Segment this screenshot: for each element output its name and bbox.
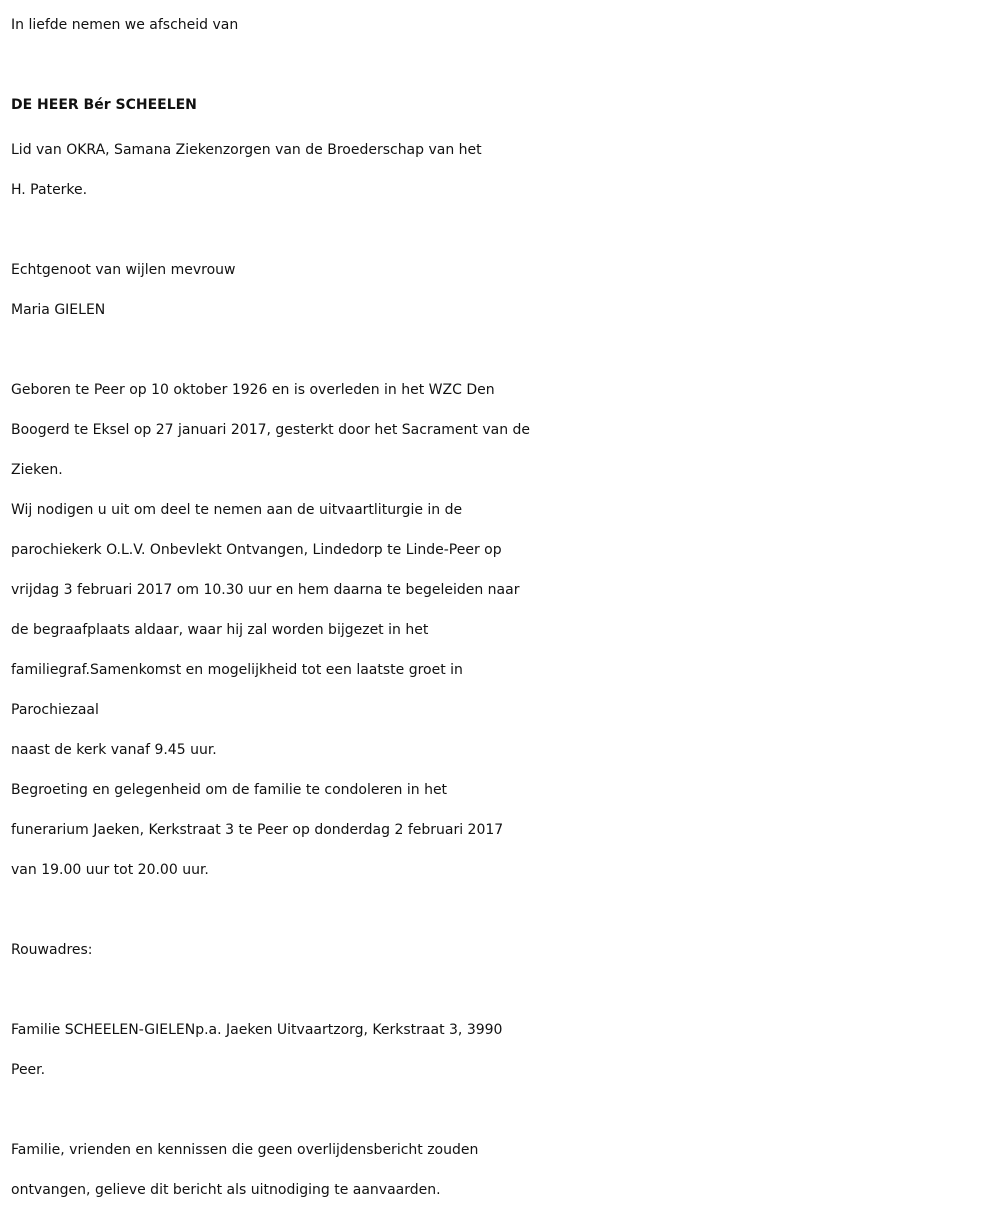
- spacer: [11, 210, 1000, 250]
- body-line: Wij nodigen u uit om deel te nemen aan de uitvaartliturgie in de: [11, 502, 463, 518]
- body-line: Boogerd te Eksel op 27 januari 2017, gesterkt door het Sacrament van de: [11, 422, 531, 438]
- body-line: naast de kerk vanaf 9.45 uur.: [11, 742, 217, 758]
- body-line: Begroeting en gelegenheid om de familie te condoleren in het: [11, 782, 448, 798]
- body-line: parochiekerk O.L.V. Onbevlekt Ontvangen, Lindedorp te Linde-Peer op: [11, 542, 502, 558]
- address-line-1: Familie SCHEELEN-GIELENp.a. Jaeken Uitvaartzorg, Kerkstraat 3, 3990: [11, 1022, 503, 1038]
- body-line: Zieken.: [11, 462, 63, 478]
- intro-text: In liefde nemen we afscheid van: [11, 17, 239, 33]
- body-line: funerarium Jaeken, Kerkstraat 3 te Peer op donderdag 2 februari 2017: [11, 822, 504, 838]
- closing-line-2: ontvangen, gelieve dit bericht als uitnodiging te aanvaarden.: [11, 1182, 441, 1198]
- address-label: Rouwadres:: [11, 942, 93, 958]
- body-line: vrijdag 3 februari 2017 om 10.30 uur en hem daarna te begeleiden naar: [11, 582, 520, 598]
- body-line: van 19.00 uur tot 20.00 uur.: [11, 862, 209, 878]
- spacer: [11, 1090, 1000, 1130]
- spacer: [11, 330, 1000, 370]
- body-line: Parochiezaal: [11, 702, 99, 718]
- closing-line-1: Familie, vrienden en kennissen die geen overlijdensbericht zouden: [11, 1142, 479, 1158]
- body-line: Geboren te Peer op 10 oktober 1926 en is overleden in het WZC Den: [11, 382, 495, 398]
- membership-line-2: H. Paterke.: [11, 182, 88, 198]
- spouse-line-1: Echtgenoot van wijlen mevrouw: [11, 262, 236, 278]
- deceased-name: DE HEER Bér SCHEELEN: [11, 97, 197, 113]
- spouse-line-2: Maria GIELEN: [11, 302, 106, 318]
- address-line-2: Peer.: [11, 1062, 46, 1078]
- body-line: de begraafplaats aldaar, waar hij zal worden bijgezet in het: [11, 622, 429, 638]
- spacer: [11, 890, 1000, 930]
- body-line: familiegraf.Samenkomst en mogelijkheid tot een laatste groet in: [11, 662, 463, 678]
- spacer: [11, 970, 1000, 1010]
- membership-line-1: Lid van OKRA, Samana Ziekenzorgen van de Broederschap van het: [11, 142, 482, 158]
